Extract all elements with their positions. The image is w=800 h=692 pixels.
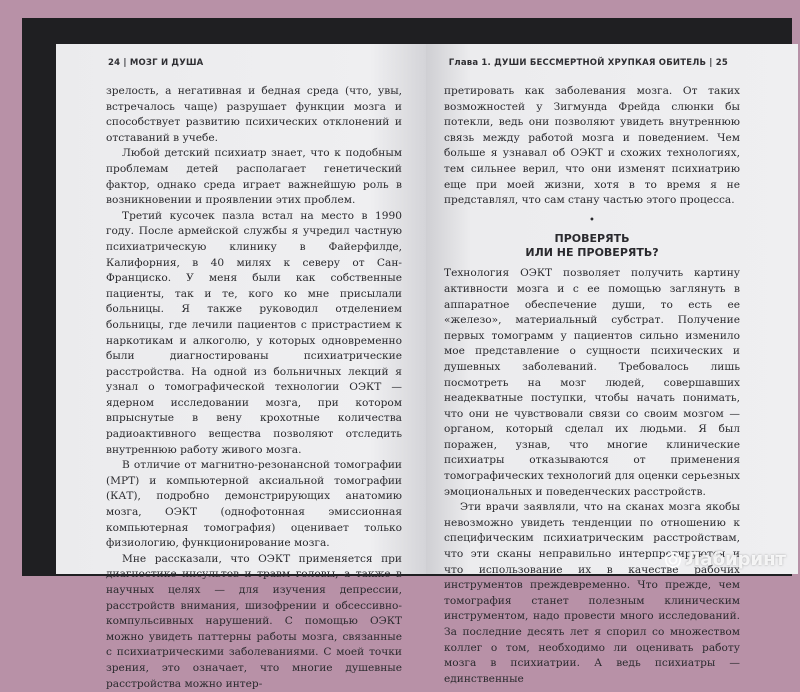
paragraph: Эти врачи заявляли, что на сканах мозга якобы невозможно увидеть тенденции по отношению к специфическим психиатрическим расстройствам, что эти сканы неправильно интерпретируются и что использование их в качестве рабочих инструментов преждевременно. Что прежде, чем томография станет полезным клиническим инструментом, надо провести много исследований. За последние десять лет я спорил со множеством коллег о том, необходимо ли оценивать работу мозга в психиатрии. А ведь психиатры — единственные [444,501,740,685]
paragraph: зрелость, а негативная и бедная среда (что, увы, встречалось чаще) разрушает функции мозга и способствует развитию психических отклонений и отставаний в учебе. [106,85,402,144]
watermark-text: Лабиринт [685,549,786,570]
right-running-head: Глава 1. ДУШИ БЕССМЕРТНОЙ ХРУПКАЯ ОБИТЕЛЬ | 25 [448,58,728,68]
right-page-text [444,84,740,687]
section-title-line: ИЛИ НЕ ПРОВЕРЯТЬ? [525,246,659,260]
paragraph: претировать как заболевания мозга. От таких возможностей у Зигмунда Фрейда слюнки бы потекли, ведь они позволяют увидеть внутреннюю связь между работой мозга и поведением. Чем больше я узнавал об ОЭКТ и схожих технологиях, тем сильнее верил, что они изменят психиатрию еще при моей жизни, хотя в то время я не представлял, что сам стану частью этого процесса. [444,85,740,207]
section-separator: • [589,214,595,226]
paragraph: Третий кусочек пазла встал на место в 1990 году. После армейской службы я учредил частную психиатрическую клинику в Файерфилде, Калифорния, в 40 милях к северу от Сан-Франциско. У меня были как собственные пациенты, так и те, кого ко мне присылали больницы. Я также руководил отделением больницы, где лечили пациентов с пристрастием к наркотикам и алкоголю, у которых одновременно были диагностированы психиатрические расстройства. На одной из больничных лекций я узнал о томографической технологии ОЭКТ — ядерном исследовании мозга, при котором впрыснутые в вену крохотные количества радиоактивного вещества позволяют отследить внутреннюю работу живого мозга. [106,209,402,456]
right-page [426,44,798,685]
book [22,18,792,690]
left-page [56,44,426,690]
section-title-line: ПРОВЕРЯТЬ [554,232,630,246]
left-page-text [106,84,402,692]
left-running-head: 24 | МОЗГ И ДУША [108,58,204,68]
labyrinth-logo-icon [664,551,682,569]
paragraph: Любой детский психиатр знает, что к подобным проблемам детей располагает генетический фактор, однако среда играет важнейшую роль в возникновении и проявлении этих проблем. [106,147,402,207]
paragraph: Мне рассказали, что ОЭКТ применяется при диагностике инсультов и травм головы, а также в научных целях — для изучения депрессии, расстройств внимания, шизофрении и обсессивно-компульсивных нарушений. С помощью ОЭКТ можно увидеть паттерны работы мозга, связанные с психиатрическими заболеваниями. С моей точки зрения, это означает, что многие душевные расстройства можно интер- [106,552,402,690]
paragraph: Технология ОЭКТ позволяет получить картину активности мозга и с ее помощью заглянуть в аппаратное обеспечение души, то есть ее «железо», материальный субстрат. Получение первых томограмм у пациентов сильно изменило мое представление о сущности психических и душевных заболеваний. Требовалось лишь посмотреть на мозг людей, совершавших неадекватные поступки, чтобы начать понимать, что они не чувствовали связи со своим мозгом — органом, который сделал их людьми. Я был поражен, узнав, что многие клинические психиатры отказываются от применения томографических технологий для оценки серьезных эмоциональных и поведенческих расстройств. [444,267,740,498]
paragraph: В отличие от магнитно-резонансной томографии (МРТ) и компьютерной аксиальной томографии (КАТ), подробно демонстрирующих анатомию мозга, ОЭКТ (однофотонная эмиссионная компьютерная томография) оценивает только физиологию, функционирование мозга. [106,459,402,550]
section-title [444,232,740,260]
watermark [664,549,786,570]
